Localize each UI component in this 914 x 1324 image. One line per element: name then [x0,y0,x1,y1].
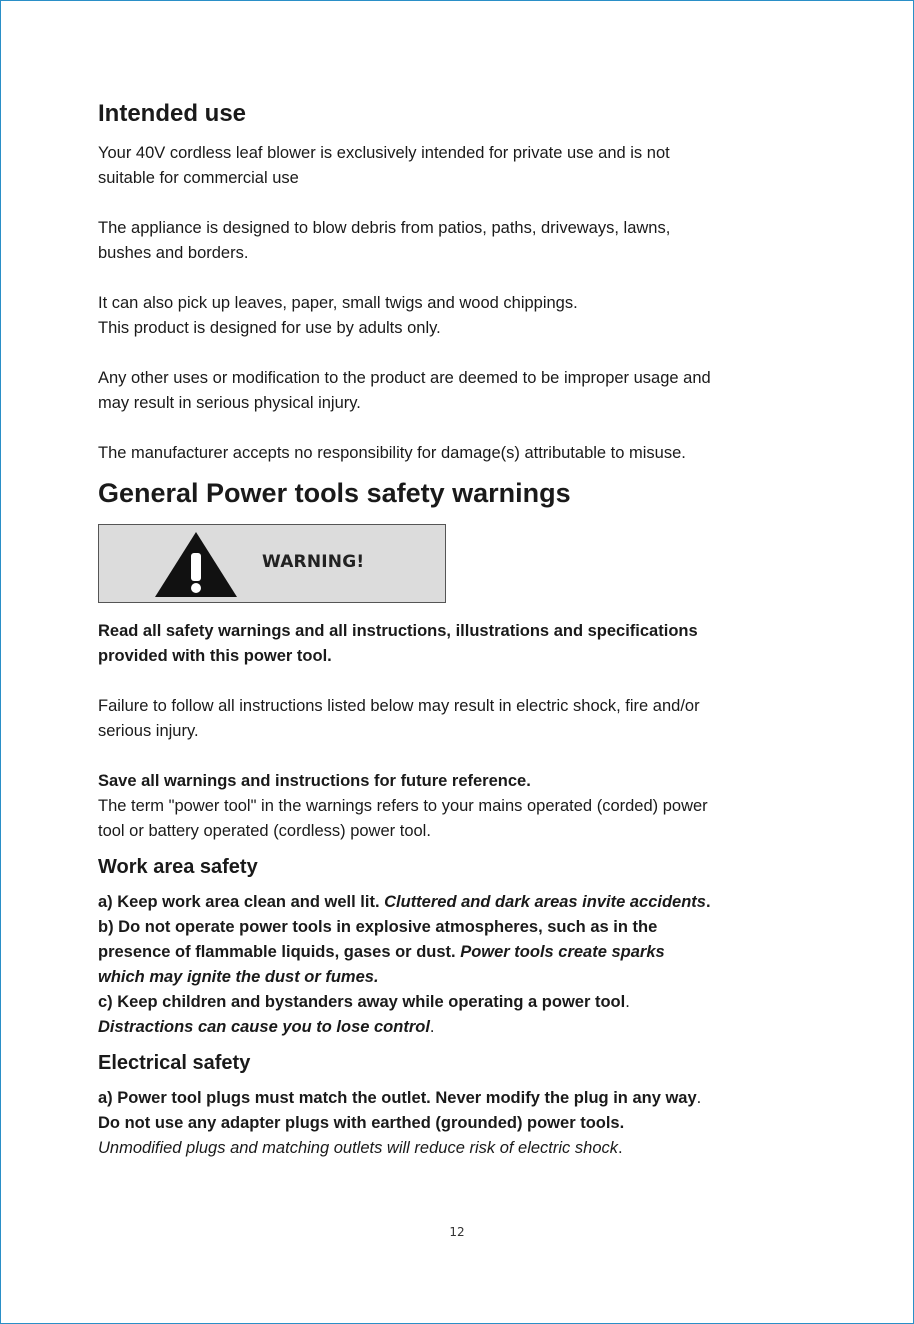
warning-triangle-icon [153,529,239,599]
text-end: . [625,993,630,1011]
text-bold: c) Keep children and bystanders away while operating a power tool [98,993,626,1011]
text-line: bushes and borders. [98,244,249,262]
work-area-items [98,890,818,1040]
text-line: Your 40V cordless leaf blower is exclusively intended for private use and is not [98,144,670,162]
work-area-heading: Work area safety [98,856,258,878]
text-line: This product is designed for use by adults only. [98,319,441,337]
text-line: serious injury. [98,722,199,740]
text-italic: Distractions can cause you to lose control [98,1018,430,1036]
text-line: tool or battery operated (cordless) power tool. [98,822,431,840]
text-end: . [696,1089,702,1107]
text-end: . [618,1139,623,1157]
text-line: may result in serious physical injury. [98,394,361,412]
text-bold: Do not use any adapter plugs with earthed (grounded) power tools. [98,1114,625,1132]
text-line: Save all warnings and instructions for future reference. [98,772,531,790]
text-line: The appliance is designed to blow debris from patios, paths, driveways, lawns, [98,219,671,237]
failure-paragraph [98,694,818,744]
intended-use-paragraph-4 [98,366,818,416]
intended-use-paragraph-3 [98,291,818,341]
text-italic: Unmodified plugs and matching outlets will reduce risk of electric shock [98,1139,618,1157]
text-bold: presence of flammable liquids, gases or dust. [98,943,461,961]
text-line: It can also pick up leaves, paper, small twigs and wood chippings. [98,294,578,312]
page-number: 12 [449,1225,465,1239]
text-line: The term "power tool" in the warnings refers to your mains operated (corded) power [98,797,708,815]
electrical-items [98,1086,818,1161]
text-bold: a) Power tool plugs must match the outlet. Never modify the plug in any way [98,1089,697,1107]
text-line: provided with this power tool. [98,647,332,665]
electrical-safety-heading: Electrical safety [98,1052,251,1074]
save-warnings-paragraph [98,769,818,844]
text-line: The manufacturer accepts no responsibility for damage(s) attributable to misuse. [98,444,686,462]
general-safety-heading: General Power tools safety warnings [98,478,571,508]
text-italic: Cluttered and dark areas invite accidents [384,893,706,911]
text-line: Failure to follow all instructions listed below may result in electric shock, fire and/or [98,697,700,715]
text-line: suitable for commercial use [98,169,299,187]
text-line: Any other uses or modification to the product are deemed to be improper usage and [98,369,711,387]
text-end: . [429,1018,435,1036]
text-line: Read all safety warnings and all instructions, illustrations and specifications [98,622,698,640]
intended-use-heading: Intended use [98,100,247,127]
text-italic: which may ignite the dust or fumes. [98,968,379,986]
text-italic: Power tools create sparks [460,943,665,961]
intended-use-paragraph-1 [98,141,818,191]
text-bold: b) Do not operate power tools in explosive atmospheres, such as in the [98,918,658,936]
page-content [98,99,818,1161]
text-bold: a) Keep work area clean and well lit. [98,893,385,911]
intended-use-paragraph-5 [98,441,818,466]
warning-banner [98,524,446,603]
intended-use-paragraph-2 [98,216,818,266]
warning-label: WARNING! [262,552,365,572]
text-end: . [705,893,711,911]
read-instructions-paragraph [98,619,818,669]
